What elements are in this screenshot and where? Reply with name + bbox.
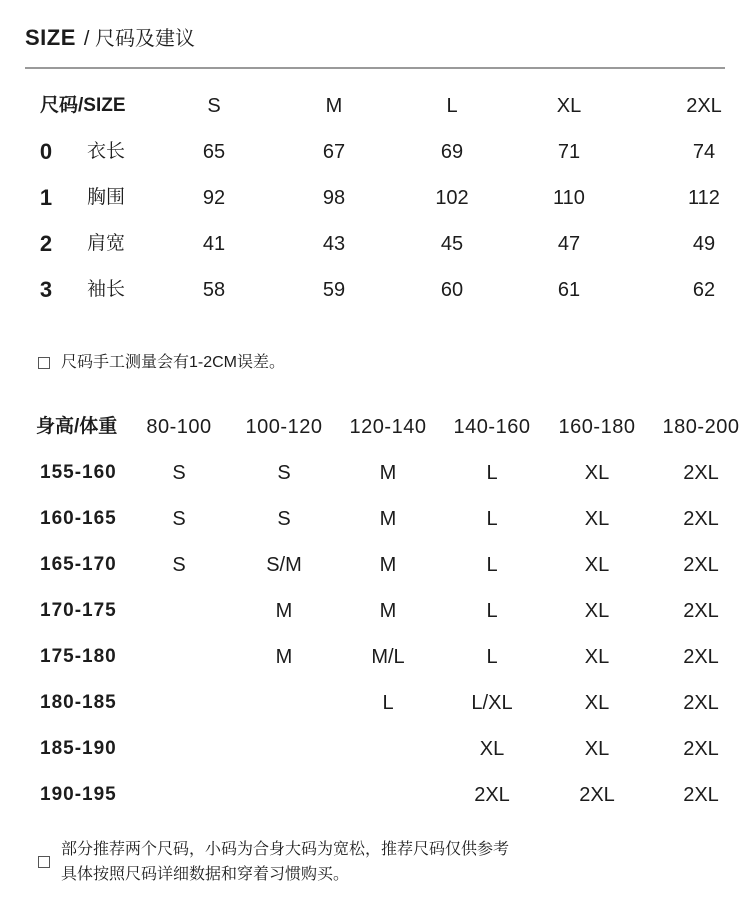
recommended-size: XL [584, 692, 610, 714]
height-range-label: 190-195 [40, 784, 117, 805]
recommended-size: 2XL [683, 646, 719, 668]
size-table-row [0, 221, 750, 267]
measure-value: 60 [440, 279, 464, 301]
checkbox-square-icon [38, 856, 50, 868]
recommend-table-row [0, 542, 750, 588]
recommend-table-row [0, 772, 750, 818]
recommended-size: XL [584, 600, 610, 622]
checkbox-square-icon [38, 357, 50, 369]
height-range-label: 160-165 [40, 508, 117, 529]
recommended-size: S [172, 462, 186, 484]
measurement-note [38, 352, 285, 374]
measure-value: 69 [440, 141, 464, 163]
recommended-size: 2XL [683, 462, 719, 484]
recommended-size [139, 772, 219, 818]
recommended-size [244, 726, 324, 772]
recommended-size: XL [584, 462, 610, 484]
size-column-header: XL [556, 95, 582, 117]
measure-value: 112 [688, 187, 720, 209]
recommend-table-header [0, 404, 750, 450]
recommended-size: XL [479, 738, 505, 760]
recommended-size: S [172, 554, 186, 576]
measure-value: 67 [322, 141, 346, 163]
recommended-size: M [379, 554, 397, 576]
weight-column-header: 160-180 [558, 416, 636, 438]
size-table [0, 83, 750, 313]
recommended-size [348, 726, 428, 772]
recommended-size: XL [584, 738, 610, 760]
recommended-size: M [379, 462, 397, 484]
recommended-size: L/XL [471, 692, 513, 714]
recommended-size [244, 772, 324, 818]
recommend-table-header-label: 身高/体重 [36, 416, 118, 437]
measure-index: 2 [39, 231, 53, 256]
recommended-size: L [486, 600, 498, 622]
recommend-note-text [61, 837, 509, 887]
measure-index: 1 [39, 185, 53, 210]
recommended-size: M [275, 646, 293, 668]
recommended-size: XL [584, 646, 610, 668]
measure-index: 0 [39, 139, 53, 164]
weight-column-header: 140-160 [453, 416, 531, 438]
weight-column-header: 120-140 [349, 416, 427, 438]
recommended-size: M [379, 508, 397, 530]
recommended-size [139, 680, 219, 726]
recommend-table-row [0, 588, 750, 634]
size-column-header: 2XL [686, 95, 722, 117]
recommended-size: 2XL [579, 784, 615, 806]
recommended-size: 2XL [683, 784, 719, 806]
recommended-size [139, 588, 219, 634]
recommended-size: 2XL [474, 784, 510, 806]
measure-value: 110 [553, 187, 585, 209]
measure-value: 49 [692, 233, 716, 255]
measure-name: 胸围 [86, 187, 125, 208]
measure-value: 47 [557, 233, 581, 255]
recommend-table-row [0, 726, 750, 772]
recommended-size: 2XL [683, 600, 719, 622]
recommended-size: 2XL [683, 554, 719, 576]
header-divider [25, 67, 725, 69]
recommend-table-row [0, 450, 750, 496]
page-title [25, 23, 195, 53]
size-column-header: M [325, 95, 343, 117]
recommended-size [139, 634, 219, 680]
recommended-size [244, 680, 324, 726]
recommended-size: S [277, 462, 291, 484]
recommended-size: S/M [266, 554, 302, 576]
recommend-note-line: 具体按照尺码详细数据和穿着习惯购买。 [61, 866, 350, 883]
measure-value: 71 [557, 141, 581, 163]
size-table-header [0, 83, 750, 129]
height-range-label: 185-190 [40, 738, 117, 759]
size-table-row [0, 129, 750, 175]
measure-value: 61 [557, 279, 581, 301]
weight-column-header: 100-120 [245, 416, 323, 438]
title-size: SIZE [25, 25, 76, 50]
weight-column-header: 80-100 [146, 416, 212, 438]
size-column-header: L [446, 95, 458, 117]
recommend-table-row [0, 680, 750, 726]
measure-value: 59 [322, 279, 346, 301]
measure-value: 92 [202, 187, 226, 209]
recommended-size: XL [584, 508, 610, 530]
size-table-header-label: 尺码/SIZE [40, 95, 126, 116]
measure-value: 58 [202, 279, 226, 301]
recommended-size: M [379, 600, 397, 622]
recommended-size: 2XL [683, 508, 719, 530]
recommended-size: M/L [371, 646, 405, 668]
measure-value: 62 [692, 279, 716, 301]
recommended-size: S [172, 508, 186, 530]
recommended-size: L [486, 646, 498, 668]
height-range-label: 165-170 [40, 554, 117, 575]
recommended-size: L [486, 508, 498, 530]
recommended-size: 2XL [683, 738, 719, 760]
recommended-size: L [486, 462, 498, 484]
recommended-size [139, 726, 219, 772]
height-range-label: 170-175 [40, 600, 117, 621]
recommended-size: M [275, 600, 293, 622]
recommended-size [348, 772, 428, 818]
measurement-note-text: 尺码手工测量会有1-2CM误差。 [61, 354, 286, 371]
measure-value: 45 [440, 233, 464, 255]
recommend-table [0, 404, 750, 818]
height-range-label: 180-185 [40, 692, 117, 713]
measure-name: 衣长 [86, 141, 125, 162]
recommend-note [38, 837, 509, 887]
recommend-table-row [0, 634, 750, 680]
measure-value: 65 [202, 141, 226, 163]
measure-index: 3 [39, 277, 53, 302]
measure-name: 袖长 [86, 279, 125, 300]
recommend-table-body [0, 450, 750, 818]
measure-value: 98 [322, 187, 346, 209]
size-column-header: S [207, 95, 221, 117]
size-table-row [0, 267, 750, 313]
title-subtitle: / 尺码及建议 [83, 28, 196, 50]
recommended-size: L [382, 692, 394, 714]
measure-value: 74 [692, 141, 716, 163]
recommended-size: S [277, 508, 291, 530]
weight-column-header: 180-200 [662, 416, 740, 438]
height-range-label: 155-160 [40, 462, 117, 483]
recommended-size: XL [584, 554, 610, 576]
measure-value: 102 [435, 187, 469, 209]
recommend-table-row [0, 496, 750, 542]
measure-value: 43 [322, 233, 346, 255]
measure-name: 肩宽 [86, 233, 125, 254]
recommend-note-line: 部分推荐两个尺码，小码为合身大码为宽松，推荐尺码仅供参考 [61, 841, 510, 858]
height-range-label: 175-180 [40, 646, 117, 667]
recommended-size: 2XL [683, 692, 719, 714]
size-table-body [0, 129, 750, 313]
recommended-size: L [486, 554, 498, 576]
measure-value: 41 [202, 233, 226, 255]
size-table-row [0, 175, 750, 221]
